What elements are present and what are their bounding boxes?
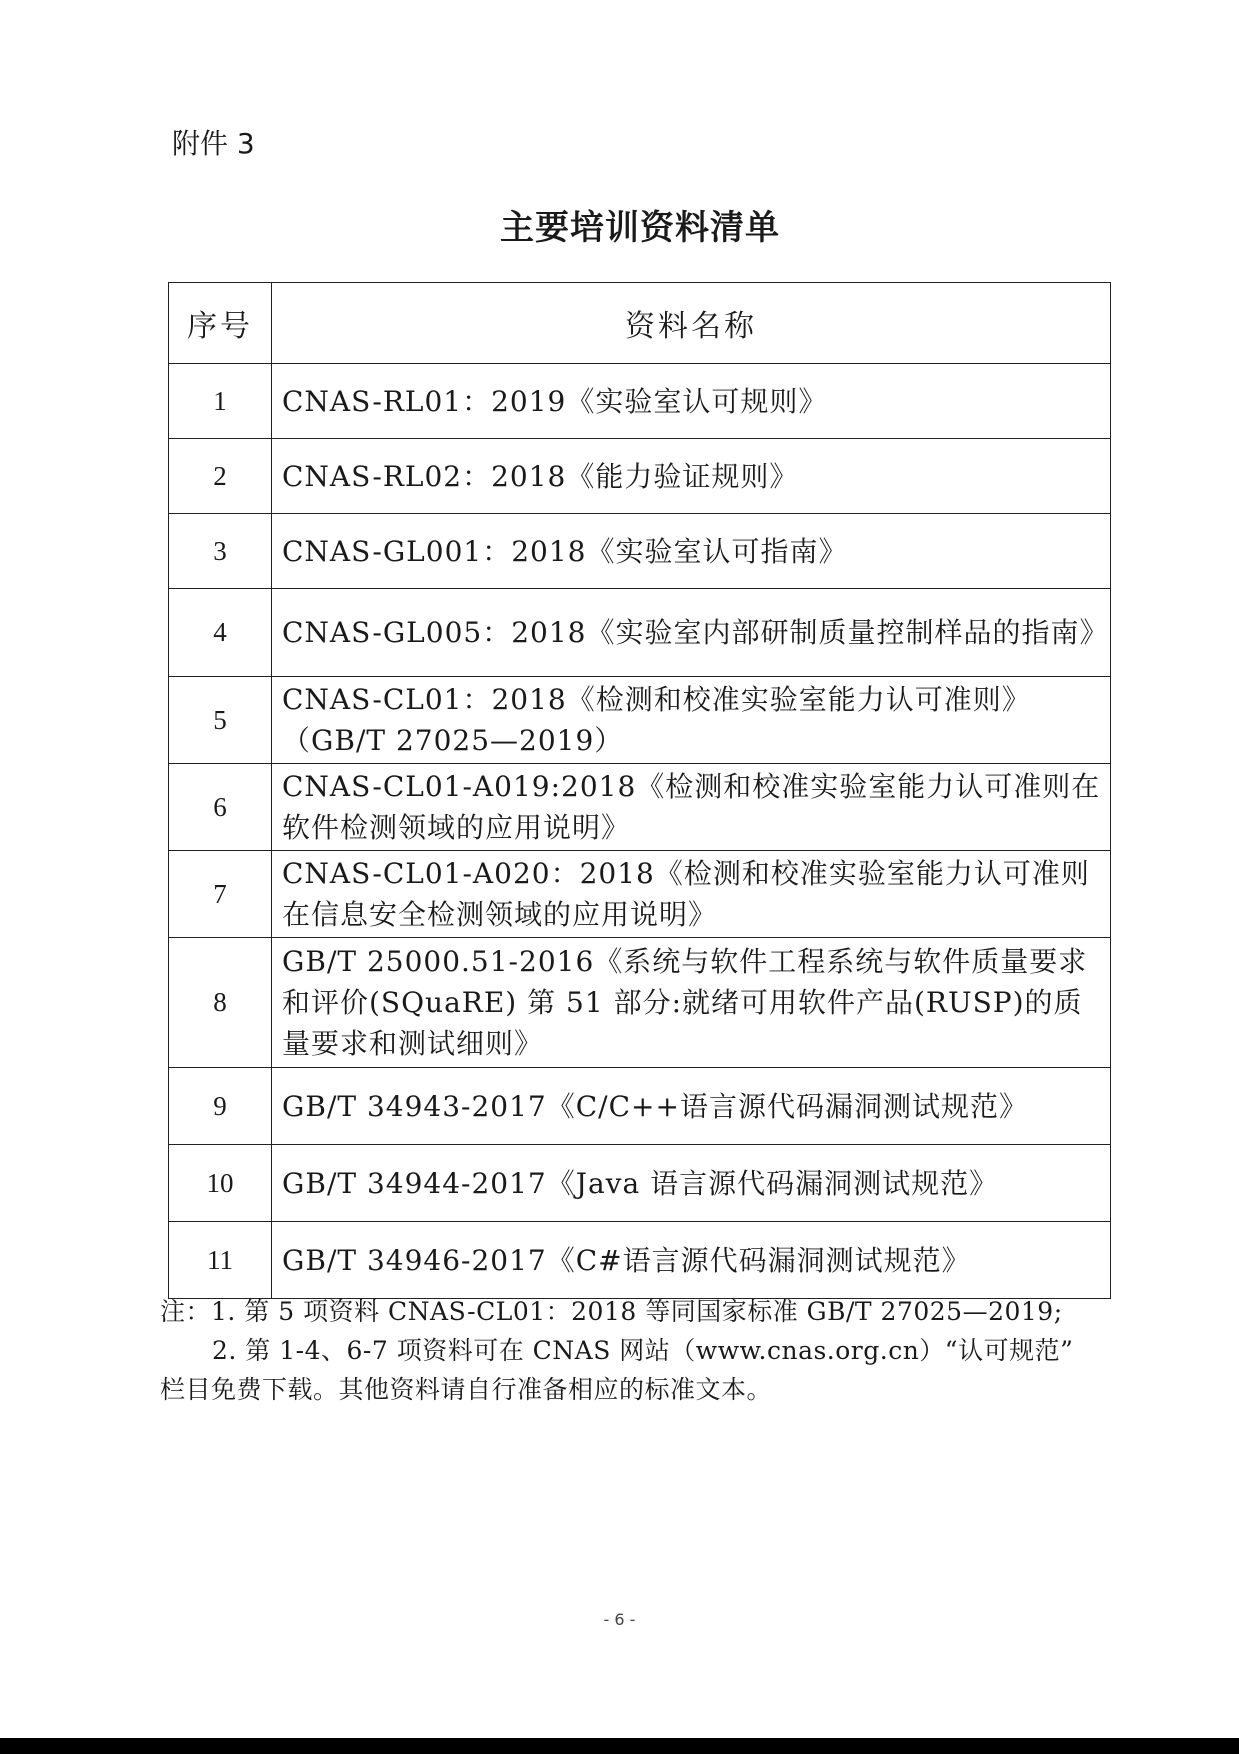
row-number: 11 bbox=[169, 1222, 272, 1299]
document-title: 主要培训资料清单 bbox=[500, 208, 780, 248]
table-row bbox=[169, 514, 1111, 589]
header-material-name: 资料名称 bbox=[272, 283, 1111, 364]
row-number: 4 bbox=[169, 589, 272, 677]
row-number: 6 bbox=[169, 764, 272, 851]
row-material-name: GB/T 34943-2017《C/C++语言源代码漏洞测试规范》 bbox=[272, 1068, 1111, 1145]
table-row bbox=[169, 1145, 1111, 1222]
row-number: 8 bbox=[169, 938, 272, 1068]
attachment-label: 附件 3 bbox=[172, 127, 255, 160]
note-line-2: 2. 第 1-4、6-7 项资料可在 CNAS 网站（www.cnas.org.cn）“认可规范” bbox=[212, 1336, 1074, 1365]
table-row bbox=[169, 364, 1111, 439]
row-material-name: GB/T 34946-2017《C#语言源代码漏洞测试规范》 bbox=[272, 1222, 1111, 1299]
materials-table bbox=[168, 282, 1111, 1299]
row-number: 2 bbox=[169, 439, 272, 514]
notes-section bbox=[160, 1292, 1105, 1409]
row-number: 3 bbox=[169, 514, 272, 589]
row-material-name: CNAS-CL01：2018《检测和校准实验室能力认可准则》（GB/T 27025—2019） bbox=[272, 677, 1111, 764]
row-material-name: CNAS-CL01-A019:2018《检测和校准实验室能力认可准则在软件检测领域的应用说明》 bbox=[272, 764, 1111, 851]
row-number: 5 bbox=[169, 677, 272, 764]
header-serial-number: 序号 bbox=[169, 283, 272, 364]
row-material-name: CNAS-RL02：2018《能力验证规则》 bbox=[272, 439, 1111, 514]
row-material-name: CNAS-CL01-A020：2018《检测和校准实验室能力认可准则在信息安全检测领域的应用说明》 bbox=[272, 851, 1111, 938]
table-row bbox=[169, 938, 1111, 1068]
row-material-name: CNAS-RL01：2019《实验室认可规则》 bbox=[272, 364, 1111, 439]
row-material-name: GB/T 34944-2017《Java 语言源代码漏洞测试规范》 bbox=[272, 1145, 1111, 1222]
row-number: 1 bbox=[169, 364, 272, 439]
table-row bbox=[169, 439, 1111, 514]
table-row bbox=[169, 764, 1111, 851]
table-row bbox=[169, 1222, 1111, 1299]
note-line-1: 注：1. 第 5 项资料 CNAS-CL01：2018 等同国家标准 GB/T 27025—2019; bbox=[160, 1297, 1063, 1326]
row-material-name: CNAS-GL001：2018《实验室认可指南》 bbox=[272, 514, 1111, 589]
row-number: 9 bbox=[169, 1068, 272, 1145]
table-row bbox=[169, 677, 1111, 764]
page-number: - 6 - bbox=[603, 1610, 636, 1629]
note-line-3: 栏目免费下载。其他资料请自行准备相应的标准文本。 bbox=[160, 1375, 773, 1404]
row-number: 10 bbox=[169, 1145, 272, 1222]
table-row bbox=[169, 851, 1111, 938]
row-material-name: GB/T 25000.51-2016《系统与软件工程系统与软件质量要求和评价(SQuaRE) 第 51 部分:就绪可用软件产品(RUSP)的质量要求和测试细则》 bbox=[272, 938, 1111, 1068]
table-row bbox=[169, 1068, 1111, 1145]
table-row bbox=[169, 589, 1111, 677]
row-material-name: CNAS-GL005：2018《实验室内部研制质量控制样品的指南》 bbox=[272, 589, 1111, 677]
table-header-row bbox=[169, 283, 1111, 364]
scan-edge-band bbox=[0, 1738, 1239, 1754]
row-number: 7 bbox=[169, 851, 272, 938]
